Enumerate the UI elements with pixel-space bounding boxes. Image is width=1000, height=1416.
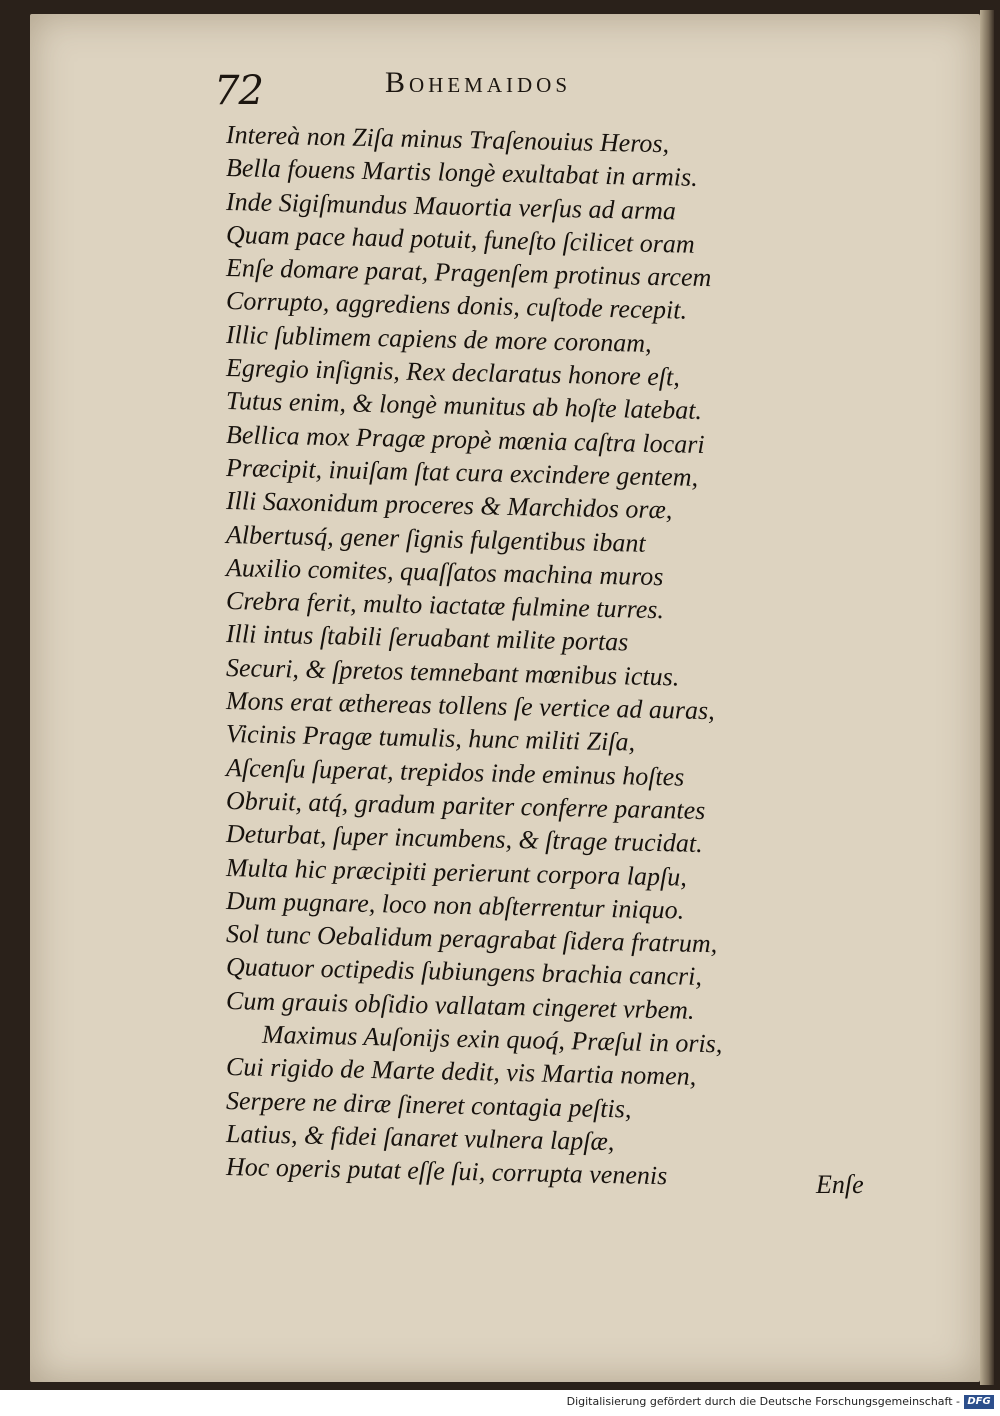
- verse-line: Quam pace haud potuit, funeſto ſcilicet oram: [226, 219, 695, 259]
- verse-line: Egregio inſignis, Rex declaratus honore eſt,: [226, 353, 680, 392]
- verse-line: Albertusq́, gener ſignis fulgentibus ibant: [226, 519, 646, 558]
- verse-line: Vicinis Pragæ tumulis, hunc militi Ziſa,: [226, 719, 636, 757]
- footer-credit: Digitalisierung gefördert durch die Deutsche Forschungsgemeinschaft -: [566, 1395, 960, 1408]
- verse-line: Crebra ferit, multo iactatæ fulmine turres.: [226, 586, 664, 625]
- footer-bar: [0, 1390, 1000, 1416]
- verse-line: Intereà non Ziſa minus Traſenouius Heros,: [226, 120, 669, 159]
- verse-line: Serpere ne diræ ſineret contagia peſtis,: [226, 1085, 632, 1124]
- verse-line: Illi intus ſtabili ſeruabant milite portas: [226, 619, 629, 657]
- verse-line: Sol tunc Oebalidum peragrabat ſidera fratrum,: [226, 919, 718, 959]
- catchword: Enſe: [816, 1170, 864, 1199]
- verse-line: Illic ſublimem capiens de more coronam,: [226, 319, 652, 358]
- verse-line: Corrupto, aggrediens donis, cuſtode recepit.: [226, 286, 687, 326]
- verse-line: Aſcenſu ſuperat, trepidos inde eminus hoſtes: [226, 752, 685, 792]
- verse-line: Tutus enim, & longè munitus ab hoſte latebat.: [226, 386, 702, 426]
- verse-line-indented: Maximus Auſonijs exin quoq́, Præſul in oris,: [262, 1019, 723, 1059]
- verse-line: Auxilio comites, quaſſatos machina muros: [226, 552, 664, 592]
- dfg-logo-icon: DFG: [964, 1395, 994, 1409]
- verse-line: Præcipit, inuiſam ſtat cura excindere gentem,: [226, 452, 698, 492]
- verse-block: [226, 118, 866, 1197]
- verse-line: Deturbat, ſuper incumbens, & ſtrage trucidat.: [226, 819, 703, 859]
- verse-line: Bellica mox Pragæ propè mœnia caſtra locari: [226, 419, 705, 459]
- verse-line: Hoc operis putat eſſe ſui, corrupta venenis: [226, 1152, 668, 1191]
- page-number: 72: [214, 68, 263, 114]
- verse-line: Illi Saxonidum proceres & Marchidos oræ,: [226, 486, 673, 525]
- verse-line: Obruit, atq́, gradum pariter conferre parantes: [226, 785, 706, 825]
- verse-line: Enſe domare parat, Pragenſem protinus arcem: [226, 253, 712, 293]
- verse-line: Latius, & fidei ſanaret vulnera lapſæ,: [226, 1118, 615, 1157]
- verse-line: Cui rigido de Marte dedit, vis Martia nomen,: [226, 1052, 697, 1092]
- page-edge: [980, 10, 994, 1385]
- verse-line: Cum grauis obſidio vallatam cingeret vrbem.: [226, 985, 695, 1025]
- verse-line: Bella fouens Martis longè exultabat in armis.: [226, 153, 698, 193]
- verse-line: Mons erat æthereas tollens ſe vertice ad auras,: [226, 686, 715, 726]
- verse-line: Securi, & ſpretos temnebant mœnibus ictus.: [226, 652, 680, 692]
- verse-line: Inde Sigiſmundus Mauortia verſus ad arma: [226, 186, 676, 226]
- verse-line: Multa hic præcipiti perierunt corpora lapſu,: [226, 852, 687, 892]
- running-head: Bohemaidos: [385, 66, 572, 99]
- verse-line: Dum pugnare, loco non abſterrentur iniquo.: [226, 885, 685, 925]
- verse-line: Quatuor octipedis ſubiungens brachia cancri,: [226, 952, 702, 992]
